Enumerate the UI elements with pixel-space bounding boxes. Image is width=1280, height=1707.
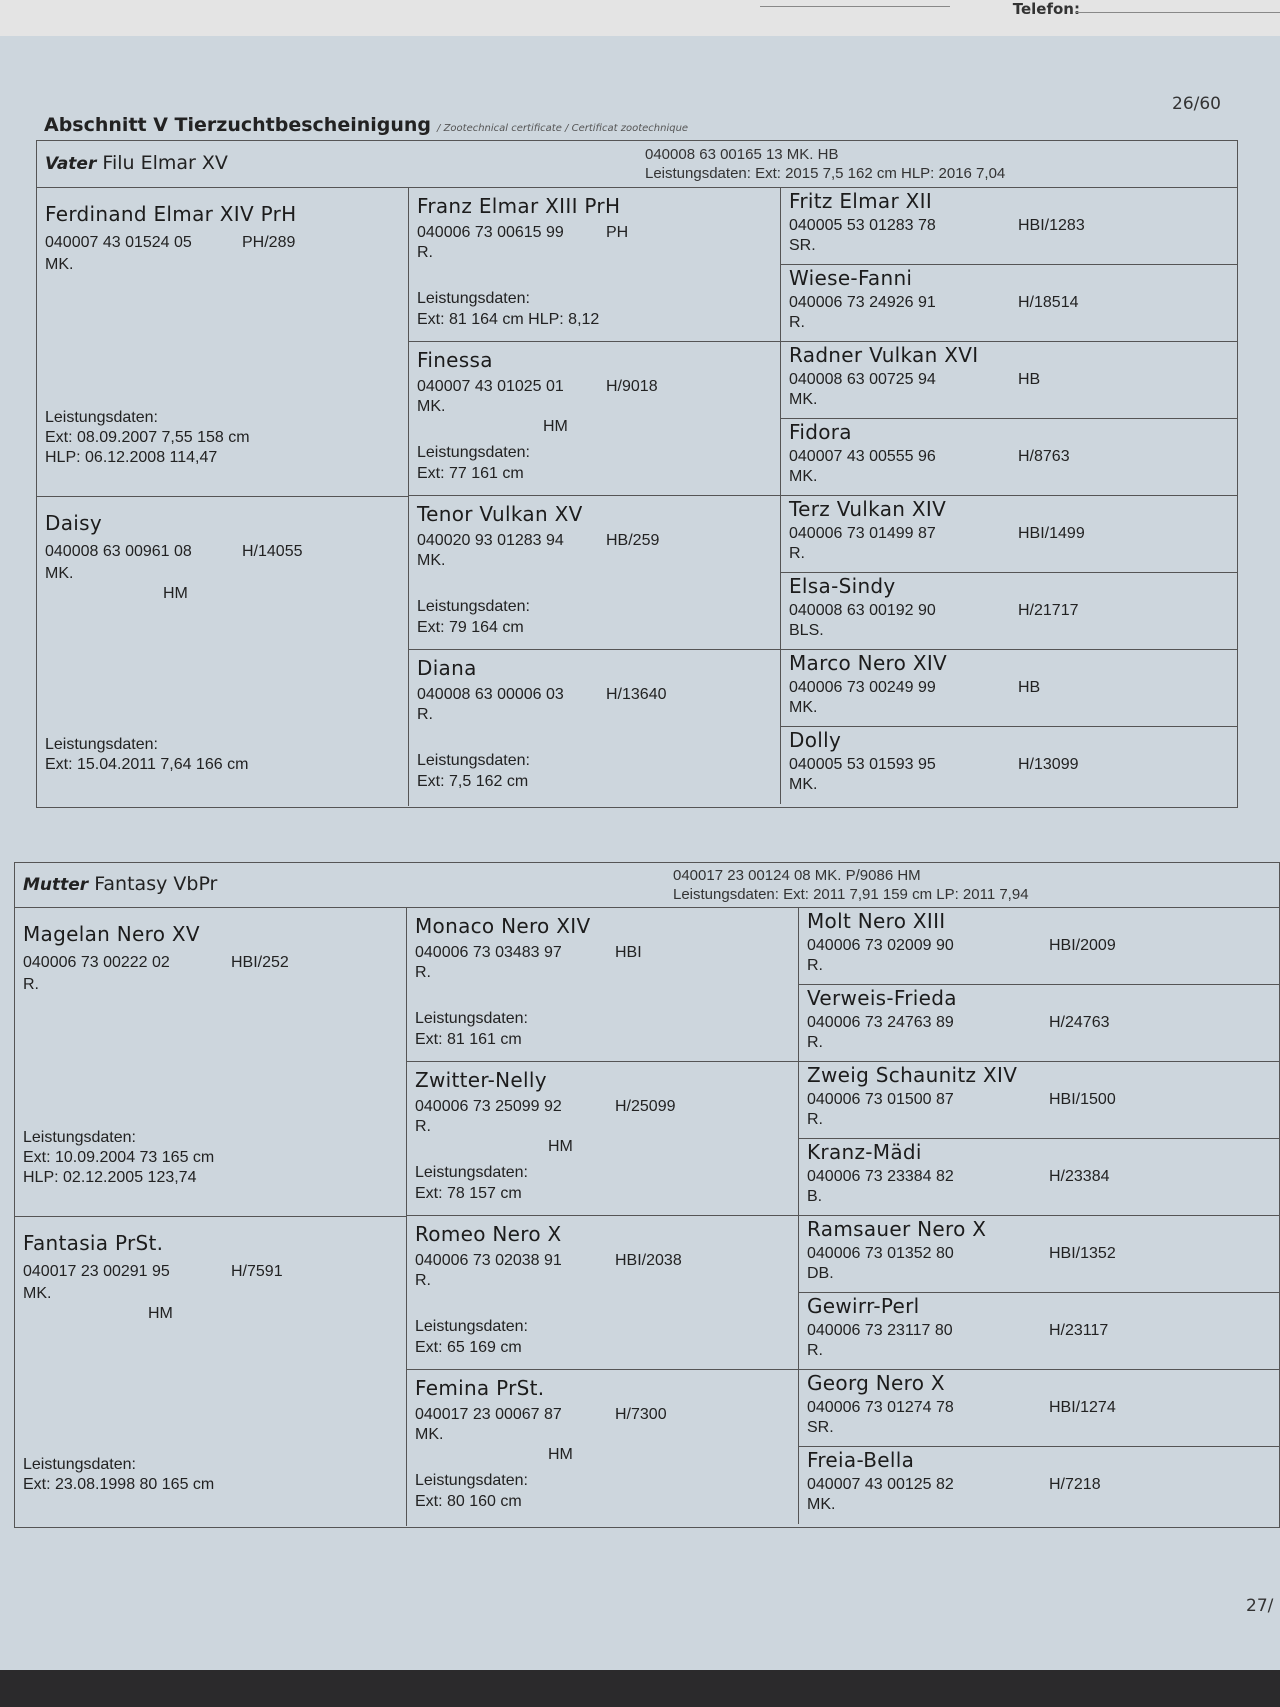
top-paper-strip [0,0,1280,36]
dam-great-grandparent-name: Kranz-Mädi [807,1140,922,1164]
sire-grandparent-id: 040008 63 00006 03 [417,686,564,703]
sire-parent-perf-label: Leistungsdaten: [45,736,158,753]
sire-name: Filu Elmar XV [102,152,228,174]
sire-great-grandparent-cell [781,496,1237,573]
sire-grandparent-name: Tenor Vulkan XV [417,502,583,526]
sire-grandparent-breeder: R. [417,244,433,261]
dam-grandparent-perf-label: Leistungsdaten: [415,1164,528,1181]
sire-great-grandparent-id: 040008 63 00725 94 [789,371,936,388]
dam-great-grandparent-id: 040006 73 23117 80 [807,1322,953,1339]
dam-great-grandparent-cell [799,1216,1279,1293]
sire-great-grandparent-breeder: MK. [789,699,818,716]
dam-great-grandparent-breeder: SR. [807,1419,834,1436]
dam-grandparent-perf-label: Leistungsdaten: [415,1318,528,1335]
dam-great-grandparent-reg: HBI/1274 [1049,1399,1116,1416]
dam-pedigree-block [14,862,1280,1528]
dam-great-grandparent-name: Freia-Bella [807,1448,915,1472]
page-number-right: 27/ [1246,1596,1274,1616]
sire-great-grandparent-name: Radner Vulkan XVI [789,343,979,367]
dam-grandparent-reg: H/7300 [615,1406,667,1423]
dam-great-grandparent-name: Verweis-Frieda [807,986,957,1010]
sire-great-grandparent-cell [781,265,1237,342]
sire-great-grandparent-reg: HB [1018,679,1041,696]
sire-great-grandparent-id: 040005 53 01283 78 [789,217,936,234]
sire-label: Vater [45,154,97,174]
dam-great-grandparent-cell [799,1139,1279,1216]
sire-great-grandparent-name: Fidora [789,420,852,444]
sire-parent-id: 040008 63 00961 08 [45,543,192,560]
dam-great-grandparent-breeder: R. [807,1034,823,1051]
dam-grandparent-reg: HBI [615,944,642,961]
sire-parent-perf1: Ext: 15.04.2011 7,64 166 cm [45,756,249,773]
dam-grandparent-perf1: Ext: 65 169 cm [415,1339,522,1356]
sire-great-grandparent-name: Elsa-Sindy [789,574,896,598]
dam-parent-name: Fantasia PrSt. [23,1231,164,1255]
dam-grandparent-reg: H/25099 [615,1098,676,1115]
dam-parent-breeder: MK. [23,1285,52,1302]
sire-great-grandparent-reg: H/21717 [1018,602,1079,619]
sire-great-grandparent-reg: HBI/1283 [1018,217,1085,234]
dam-grandparent-id: 040006 73 03483 97 [415,944,562,961]
dam-grandparent-hm: HM [548,1138,573,1155]
dam-grandparent-id: 040006 73 25099 92 [415,1098,562,1115]
dam-info [673,866,1029,904]
sire-great-grandparent-breeder: MK. [789,391,818,408]
sire-great-grandparent-reg: H/13099 [1018,756,1079,773]
sire-grandparent-cell [409,650,781,804]
sire-great-grandparent-cell [781,342,1237,419]
sire-great-grandparent-id: 040007 43 00555 96 [789,448,936,465]
sire-great-grandparent-cell [781,188,1237,265]
dam-great-grandparent-cell [799,908,1279,985]
dam-grandparent-breeder: R. [415,1118,431,1135]
dam-parent-reg: H/7591 [231,1263,283,1280]
sire-info [645,145,1005,183]
dam-great-grandparent-id: 040006 73 01352 80 [807,1245,954,1262]
dam-grandparent-cell [407,1370,799,1524]
sire-grandparent-breeder: MK. [417,398,446,415]
sire-great-grandparent-name: Wiese-Fanni [789,266,913,290]
sire-grandparent-hm: HM [543,418,568,435]
certificate-sheet [0,36,1280,1670]
dam-grandparent-cell [407,908,799,1062]
dam-parent-perf-label: Leistungsdaten: [23,1129,136,1146]
sire-great-grandparent-name: Marco Nero XIV [789,651,948,675]
dam-parent-perf2: HLP: 02.12.2005 123,74 [23,1169,197,1186]
dam-grandparent-perf1: Ext: 78 157 cm [415,1185,522,1202]
dam-great-grandparent-cell [799,985,1279,1062]
dam-grandparent-hm: HM [548,1446,573,1463]
dam-parent-perf-label: Leistungsdaten: [23,1456,136,1473]
sire-pedigree-block [36,140,1238,808]
dam-parent-hm: HM [148,1305,173,1322]
dam-great-grandparent-name: Zweig Schaunitz XIV [807,1063,1018,1087]
sire-great-grandparent-name: Terz Vulkan XIV [789,497,947,521]
dam-great-grandparent-reg: H/7218 [1049,1476,1101,1493]
dam-great-grandparent-cell [799,1447,1279,1524]
dam-great-grandparent-cell [799,1370,1279,1447]
sire-parent-cell [37,497,409,806]
sire-parent-hm: HM [163,585,188,602]
dam-great-grandparent-breeder: R. [807,1342,823,1359]
dam-grandparent-cell [407,1216,799,1370]
dam-great-grandparent-cell [799,1062,1279,1139]
sire-grandparent-perf1: Ext: 79 164 cm [417,619,524,636]
dam-info-line2: Leistungsdaten: Ext: 2011 7,91 159 cm LP: 2011 7,94 [673,886,1029,903]
dam-great-grandparent-breeder: DB. [807,1265,834,1282]
dam-great-grandparent-breeder: MK. [807,1496,836,1513]
dam-grandparent-perf1: Ext: 80 160 cm [415,1493,522,1510]
dam-great-grandparent-id: 040007 43 00125 82 [807,1476,954,1493]
section-title: Abschnitt V Tierzuchtbescheinigung / Zootechnical certificate / Certificat zootechnique [44,114,689,136]
dam-great-grandparent-id: 040006 73 01500 87 [807,1091,954,1108]
dam-great-grandparent-cell [799,1293,1279,1370]
dam-parent-reg: HBI/252 [231,954,289,971]
sire-grandparent-perf-label: Leistungsdaten: [417,290,530,307]
sire-grandparent-perf-label: Leistungsdaten: [417,598,530,615]
dam-parent-perf1: Ext: 23.08.1998 80 165 cm [23,1476,215,1493]
sire-parent-breeder: MK. [45,565,74,582]
sire-grandparent-name: Finessa [417,348,493,372]
sire-great-grandparent-id: 040006 73 01499 87 [789,525,936,542]
section-subtitle: / Zootechnical certificate / Certificat zootechnique [437,123,689,134]
dam-header [15,863,1279,908]
dam-grandparent-breeder: R. [415,964,431,981]
sire-parent-reg: H/14055 [242,543,303,560]
sire-grandparent-reg: HB/259 [606,532,660,549]
page-number-left: 26/60 [1172,94,1221,114]
dam-grandparent-name: Monaco Nero XIV [415,914,591,938]
dam-grandparent-breeder: R. [415,1272,431,1289]
dam-great-grandparent-reg: HBI/2009 [1049,937,1116,954]
sire-grandparent-cell [409,342,781,496]
dam-grandparent-name: Zwitter-Nelly [415,1068,547,1092]
dam-great-grandparent-name: Georg Nero X [807,1371,945,1395]
sire-great-grandparent-id: 040006 73 24926 91 [789,294,936,311]
sire-great-grandparent-name: Fritz Elmar XII [789,189,933,213]
sire-parent-breeder: MK. [45,256,74,273]
dam-grandparent-perf-label: Leistungsdaten: [415,1010,528,1027]
dam-great-grandparent-reg: HBI/1352 [1049,1245,1116,1262]
sire-great-grandparent-reg: HB [1018,371,1041,388]
sire-grandparent-breeder: R. [417,706,433,723]
sire-grandparent-reg: H/13640 [606,686,667,703]
sire-great-grandparent-id: 040006 73 00249 99 [789,679,936,696]
dam-name: Fantasy VbPr [94,873,218,895]
sire-parent-cell [37,188,409,497]
dam-grandparent-breeder: MK. [415,1426,444,1443]
dam-great-grandparent-reg: H/24763 [1049,1014,1110,1031]
sire-info-line2: Leistungsdaten: Ext: 2015 7,5 162 cm HLP: 2016 7,04 [645,165,1006,182]
sire-grandparent-reg: PH [606,224,629,241]
sire-grandparent-perf-label: Leistungsdaten: [417,752,530,769]
sire-header [37,141,1237,188]
sire-parent-perf-label: Leistungsdaten: [45,409,158,426]
sire-grandparent-perf1: Ext: 77 161 cm [417,465,524,482]
dam-great-grandparent-breeder: B. [807,1188,823,1205]
top-rule-left [760,6,950,7]
dam-parent-cell [15,908,407,1217]
dam-parent-id: 040017 23 00291 95 [23,1263,170,1280]
sire-great-grandparent-breeder: MK. [789,468,818,485]
sire-great-grandparent-breeder: SR. [789,237,816,254]
dam-great-grandparent-name: Molt Nero XIII [807,909,946,933]
dam-grandparent-name: Femina PrSt. [415,1376,545,1400]
sire-great-grandparent-reg: H/8763 [1018,448,1070,465]
sire-info-line1: 040008 63 00165 13 MK. HB [645,146,839,163]
sire-grandparent-id: 040006 73 00615 99 [417,224,564,241]
sire-grandparent-perf1: Ext: 7,5 162 cm [417,773,529,790]
sire-great-grandparent-cell [781,419,1237,496]
dam-great-grandparent-name: Gewirr-Perl [807,1294,920,1318]
dam-title [23,873,217,895]
sire-grandparent-cell [409,188,781,342]
sire-great-grandparent-id: 040005 53 01593 95 [789,756,936,773]
dam-parent-id: 040006 73 00222 02 [23,954,170,971]
dam-great-grandparent-reg: H/23117 [1049,1322,1109,1339]
sire-parent-reg: PH/289 [242,234,296,251]
sire-great-grandparent-cell [781,573,1237,650]
sire-grandparent-id: 040007 43 01025 01 [417,378,564,395]
sire-parent-name: Daisy [45,511,102,535]
dam-info-line1: 040017 23 00124 08 MK. P/9086 HM [673,867,921,884]
sire-parent-perf2: HLP: 06.12.2008 114,47 [45,449,218,466]
dam-parent-cell [15,1217,407,1526]
dam-grandparent-name: Romeo Nero X [415,1222,562,1246]
sire-grandparent-name: Diana [417,656,477,680]
dam-grandparent-reg: HBI/2038 [615,1252,682,1269]
dam-great-grandparent-breeder: R. [807,1111,823,1128]
dam-label: Mutter [23,875,89,895]
dam-great-grandparent-reg: H/23384 [1049,1168,1110,1185]
sire-grandparent-cell [409,496,781,650]
sire-great-grandparent-id: 040008 63 00192 90 [789,602,936,619]
dam-grandparent-cell [407,1062,799,1216]
sire-grandparent-name: Franz Elmar XIII PrH [417,194,621,218]
dam-great-grandparent-name: Ramsauer Nero X [807,1217,987,1241]
dam-parent-perf1: Ext: 10.09.2004 73 165 cm [23,1149,215,1166]
sire-great-grandparent-cell [781,727,1237,804]
sire-great-grandparent-breeder: BLS. [789,622,824,639]
background-edge [0,1670,1280,1707]
sire-great-grandparent-reg: HBI/1499 [1018,525,1085,542]
sire-great-grandparent-name: Dolly [789,728,842,752]
dam-grandparent-perf-label: Leistungsdaten: [415,1472,528,1489]
sire-great-grandparent-breeder: MK. [789,776,818,793]
dam-grandparent-perf1: Ext: 81 161 cm [415,1031,522,1048]
dam-great-grandparent-id: 040006 73 02009 90 [807,937,954,954]
sire-grandparent-perf1: Ext: 81 164 cm HLP: 8,12 [417,311,600,328]
sire-parent-perf1: Ext: 08.09.2007 7,55 158 cm [45,429,250,446]
dam-great-grandparent-id: 040006 73 01274 78 [807,1399,954,1416]
dam-great-grandparent-breeder: R. [807,957,823,974]
dam-parent-breeder: R. [23,976,39,993]
dam-grandparent-id: 040006 73 02038 91 [415,1252,562,1269]
sire-grandparent-id: 040020 93 01283 94 [417,532,564,549]
sire-great-grandparent-cell [781,650,1237,727]
sire-great-grandparent-breeder: R. [789,545,805,562]
dam-great-grandparent-reg: HBI/1500 [1049,1091,1116,1108]
sire-grandparent-reg: H/9018 [606,378,658,395]
sire-parent-id: 040007 43 01524 05 [45,234,192,251]
sire-grandparent-breeder: MK. [417,552,446,569]
sire-parent-name: Ferdinand Elmar XIV PrH [45,202,297,226]
sire-great-grandparent-reg: H/18514 [1018,294,1079,311]
dam-parent-name: Magelan Nero XV [23,922,200,946]
sire-great-grandparent-breeder: R. [789,314,805,331]
telefon-label: Telefon: [1012,0,1080,18]
dam-great-grandparent-id: 040006 73 24763 89 [807,1014,954,1031]
dam-grandparent-id: 040017 23 00067 87 [415,1406,562,1423]
dam-great-grandparent-id: 040006 73 23384 82 [807,1168,954,1185]
sire-title [45,152,228,174]
top-rule-right [1075,12,1280,13]
sire-grandparent-perf-label: Leistungsdaten: [417,444,530,461]
